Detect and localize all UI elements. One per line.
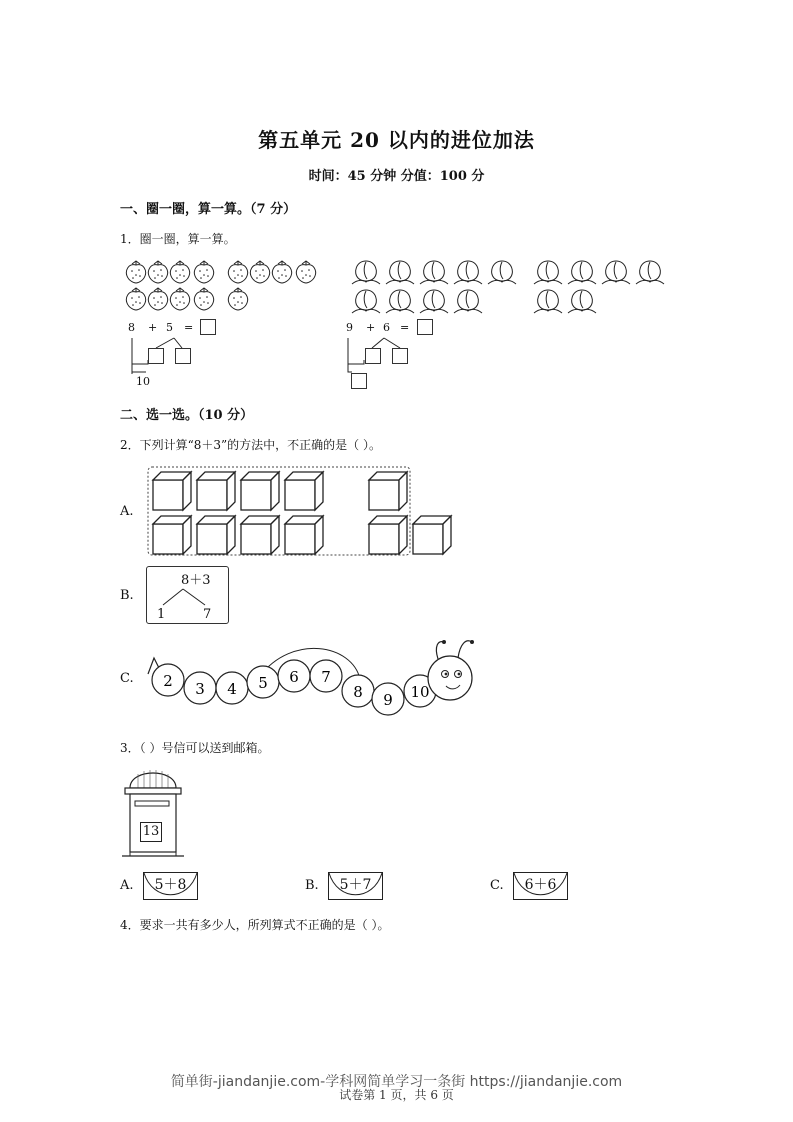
split-right: 7 [203,607,212,622]
section-heading-1: 一、圈一圈，算一算。（7 分） [120,202,297,217]
addend-b-right: 6 [383,321,390,334]
caterpillar-number: 4 [227,680,237,698]
question-3: 3．（ ）号信可以送到邮箱。 [120,741,270,755]
page-number: 试卷第 1 页，共 6 页 [339,1088,454,1102]
section-heading-2: 二、选一选。（10 分） [120,408,254,423]
question-4: 4．要求一共有多少人，所列算式不正确的是（ ）。 [120,918,390,932]
cubes-illustration [145,464,460,559]
expression: 8＋3 [181,573,211,588]
caterpillar-number: 5 [258,674,268,692]
addend-a-left: 8 [128,321,135,334]
caterpillar-number: 9 [383,691,393,709]
envelope-expression: 6＋6 [524,877,557,893]
page-title: 第五单元 20 以内的进位加法 [258,128,535,152]
caterpillar-number: 7 [321,668,331,686]
option-c-label[interactable]: C. [120,671,134,686]
caterpillar-head [428,656,472,700]
question-2: 2．下列计算“8＋3”的方法中，不正确的是（ ）。 [120,438,381,452]
caterpillar-illustration [142,634,477,724]
split-left: 1 [157,607,166,622]
equals-right: = [400,321,410,334]
answer-box[interactable] [417,319,433,335]
plus-sign-left: + [148,321,158,334]
question-1: 1．圈一圈，算一算。 [120,232,236,246]
mailbox-illustration [118,764,188,860]
caterpillar-number: 10 [410,683,430,701]
caterpillar-number: 3 [195,680,205,698]
addend-a-right: 9 [346,321,353,334]
answer-box[interactable] [175,348,191,364]
strawberry-icons [126,261,315,310]
caterpillar-number: 8 [353,683,363,701]
option-b-label[interactable]: B. [120,588,134,603]
answer-box[interactable] [365,348,381,364]
addend-b-left: 5 [166,321,173,334]
option-a-label[interactable]: A. [120,504,134,519]
q3-option-b-label[interactable]: B. [305,878,319,893]
envelope-expression: 5＋8 [154,877,187,893]
answer-box[interactable] [351,373,367,389]
plus-sign-right: + [366,321,376,334]
envelope-expression: 5＋7 [339,877,372,893]
equals-left: = [184,321,194,334]
q3-option-a-label[interactable]: A. [120,878,134,893]
caterpillar-number: 2 [163,672,173,690]
partial-sum-label: 10 [136,375,150,388]
exam-info: 时间：45 分钟 分值：100 分 [308,169,485,184]
caterpillar-number: 6 [289,668,299,686]
decomposition-box [146,566,229,624]
q3-option-c-label[interactable]: C. [490,878,504,893]
answer-box[interactable] [200,319,216,335]
envelope-b[interactable] [328,872,383,900]
peach-icons [352,261,664,313]
mailbox-number: 13 [140,822,162,842]
envelope-c[interactable] [513,872,568,900]
watermark-link[interactable]: 简单街-jiandanjie.com-学科网简单学习一条街 https://jiandanjie.com [170,1074,623,1090]
answer-box[interactable] [392,348,408,364]
answer-box[interactable] [148,348,164,364]
envelope-a[interactable] [143,872,198,900]
